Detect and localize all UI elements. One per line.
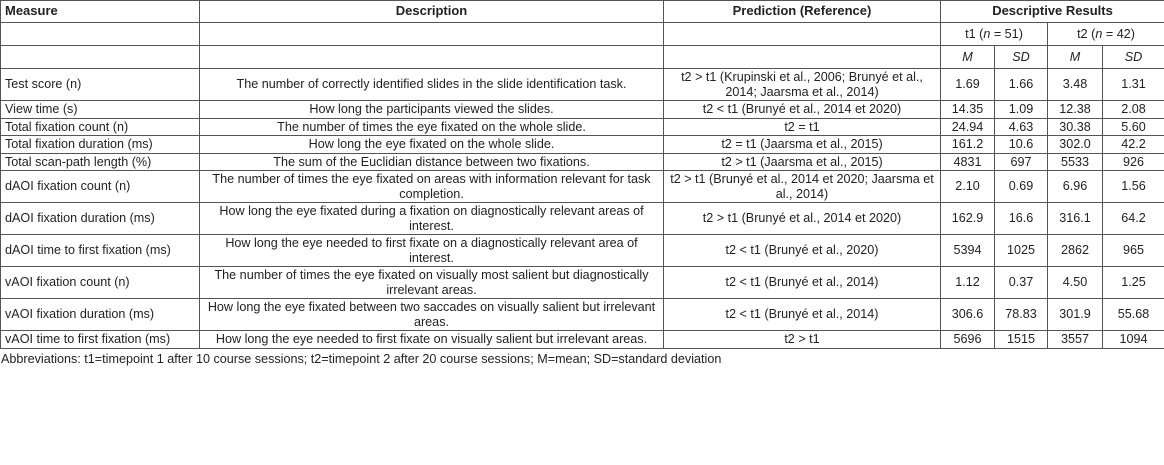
- measure-cell: dAOI fixation duration (ms): [1, 203, 200, 235]
- table-row: [1, 101, 1164, 119]
- t1-mean-cell: 1.69: [941, 69, 995, 101]
- prediction-cell: t2 > t1: [664, 331, 941, 349]
- measure-cell: Total fixation count (n): [1, 118, 200, 136]
- t1-sd-cell: 78.83: [995, 299, 1048, 331]
- prediction-cell: t2 > t1 (Brunyé et al., 2014 et 2020; Jaarsma et al., 2014): [664, 171, 941, 203]
- table-row: [1, 235, 1164, 267]
- t2-mean-cell: 30.38: [1048, 118, 1103, 136]
- t1-sd-cell: 0.69: [995, 171, 1048, 203]
- t1-mean-cell: 4831: [941, 153, 995, 171]
- empty-cell: [200, 23, 664, 46]
- t2-mean-cell: 2862: [1048, 235, 1103, 267]
- description-cell: The sum of the Euclidian distance between two fixations.: [200, 153, 664, 171]
- measure-cell: vAOI fixation duration (ms): [1, 299, 200, 331]
- t2-sd-cell: 1.25: [1103, 267, 1164, 299]
- t2-sd-cell: 965: [1103, 235, 1164, 267]
- t1-mean-cell: 5696: [941, 331, 995, 349]
- t1-sd-cell: 0.37: [995, 267, 1048, 299]
- description-cell: The number of times the eye fixated on the whole slide.: [200, 118, 664, 136]
- measure-cell: Total fixation duration (ms): [1, 136, 200, 154]
- description-cell: How long the eye needed to first fixate on visually salient but irrelevant areas.: [200, 331, 664, 349]
- empty-cell: [200, 46, 664, 69]
- t1-sd-cell: 16.6: [995, 203, 1048, 235]
- table-body: [1, 69, 1164, 349]
- t1-mean-cell: 306.6: [941, 299, 995, 331]
- description-header: Description: [200, 1, 664, 23]
- measure-cell: vAOI time to first fixation (ms): [1, 331, 200, 349]
- table-row: [1, 203, 1164, 235]
- measure-cell: dAOI fixation count (n): [1, 171, 200, 203]
- t2-mean-cell: 5533: [1048, 153, 1103, 171]
- table-row: [1, 69, 1164, 101]
- description-cell: How long the eye needed to first fixate on a diagnostically relevant area of interest.: [200, 235, 664, 267]
- stat-row: [1, 46, 1164, 69]
- t1-sd-cell: 1.66: [995, 69, 1048, 101]
- t1-mean-cell: 1.12: [941, 267, 995, 299]
- table-row: [1, 267, 1164, 299]
- description-cell: How long the eye fixated on the whole slide.: [200, 136, 664, 154]
- t1-mean-cell: 162.9: [941, 203, 995, 235]
- table-row: [1, 136, 1164, 154]
- measure-cell: View time (s): [1, 101, 200, 119]
- table-row: [1, 153, 1164, 171]
- empty-cell: [1, 23, 200, 46]
- description-cell: How long the eye fixated during a fixation on diagnostically relevant areas of interest.: [200, 203, 664, 235]
- empty-cell: [1, 46, 200, 69]
- t1-sd-header: SD: [995, 46, 1048, 69]
- description-cell: How long the participants viewed the slides.: [200, 101, 664, 119]
- t1-group-header: t1 (n = 51): [941, 23, 1048, 46]
- table-row: [1, 118, 1164, 136]
- prediction-cell: t2 > t1 (Krupinski et al., 2006; Brunyé et al., 2014; Jaarsma et al., 2014): [664, 69, 941, 101]
- t1-mean-cell: 24.94: [941, 118, 995, 136]
- t2-mean-cell: 3.48: [1048, 69, 1103, 101]
- table-row: [1, 171, 1164, 203]
- t2-mean-header: M: [1048, 46, 1103, 69]
- t1-sd-cell: 1515: [995, 331, 1048, 349]
- t1-mean-cell: 161.2: [941, 136, 995, 154]
- t1-mean-cell: 5394: [941, 235, 995, 267]
- description-cell: The number of times the eye fixated on visually most salient but diagnostically irrelevant areas.: [200, 267, 664, 299]
- t2-mean-cell: 6.96: [1048, 171, 1103, 203]
- measure-cell: vAOI fixation count (n): [1, 267, 200, 299]
- t1-mean-header: M: [941, 46, 995, 69]
- t2-sd-header: SD: [1103, 46, 1164, 69]
- table-row: [1, 331, 1164, 349]
- t2-sd-cell: 5.60: [1103, 118, 1164, 136]
- header-row: [1, 1, 1164, 23]
- measure-cell: Test score (n): [1, 69, 200, 101]
- description-cell: How long the eye fixated between two saccades on visually salient but irrelevant areas.: [200, 299, 664, 331]
- t2-sd-cell: 1.56: [1103, 171, 1164, 203]
- t1-sd-cell: 1.09: [995, 101, 1048, 119]
- t1-mean-cell: 2.10: [941, 171, 995, 203]
- empty-cell: [664, 23, 941, 46]
- table-row: [1, 299, 1164, 331]
- prediction-cell: t2 < t1 (Brunyé et al., 2014): [664, 267, 941, 299]
- prediction-cell: t2 = t1 (Jaarsma et al., 2015): [664, 136, 941, 154]
- t2-sd-cell: 2.08: [1103, 101, 1164, 119]
- t2-sd-cell: 64.2: [1103, 203, 1164, 235]
- t1-sd-cell: 697: [995, 153, 1048, 171]
- t1-sd-cell: 1025: [995, 235, 1048, 267]
- prediction-cell: t2 = t1: [664, 118, 941, 136]
- prediction-cell: t2 < t1 (Brunyé et al., 2014): [664, 299, 941, 331]
- t2-mean-cell: 4.50: [1048, 267, 1103, 299]
- t2-sd-cell: 55.68: [1103, 299, 1164, 331]
- empty-cell: [664, 46, 941, 69]
- description-cell: The number of correctly identified slides in the slide identification task.: [200, 69, 664, 101]
- prediction-cell: t2 > t1 (Jaarsma et al., 2015): [664, 153, 941, 171]
- t2-sd-cell: 1.31: [1103, 69, 1164, 101]
- prediction-cell: t2 < t1 (Brunyé et al., 2020): [664, 235, 941, 267]
- t2-mean-cell: 12.38: [1048, 101, 1103, 119]
- t2-sd-cell: 42.2: [1103, 136, 1164, 154]
- t2-group-header: t2 (n = 42): [1048, 23, 1164, 46]
- t2-mean-cell: 316.1: [1048, 203, 1103, 235]
- abbreviations-note: Abbreviations: t1=timepoint 1 after 10 course sessions; t2=timepoint 2 after 20 course sessions; M=mean; SD=standard deviation: [1, 351, 722, 366]
- t2-sd-cell: 926: [1103, 153, 1164, 171]
- results-header: Descriptive Results: [941, 1, 1164, 23]
- t2-sd-cell: 1094: [1103, 331, 1164, 349]
- t1-sd-cell: 4.63: [995, 118, 1048, 136]
- description-cell: The number of times the eye fixated on areas with information relevant for task completion.: [200, 171, 664, 203]
- t1-mean-cell: 14.35: [941, 101, 995, 119]
- t2-mean-cell: 3557: [1048, 331, 1103, 349]
- measure-cell: dAOI time to first fixation (ms): [1, 235, 200, 267]
- prediction-cell: t2 < t1 (Brunyé et al., 2014 et 2020): [664, 101, 941, 119]
- measure-header: Measure: [1, 1, 200, 23]
- group-row: [1, 23, 1164, 46]
- t2-mean-cell: 302.0: [1048, 136, 1103, 154]
- measure-cell: Total scan-path length (%): [1, 153, 200, 171]
- prediction-cell: t2 > t1 (Brunyé et al., 2014 et 2020): [664, 203, 941, 235]
- t1-sd-cell: 10.6: [995, 136, 1048, 154]
- t2-mean-cell: 301.9: [1048, 299, 1103, 331]
- prediction-header: Prediction (Reference): [664, 1, 941, 23]
